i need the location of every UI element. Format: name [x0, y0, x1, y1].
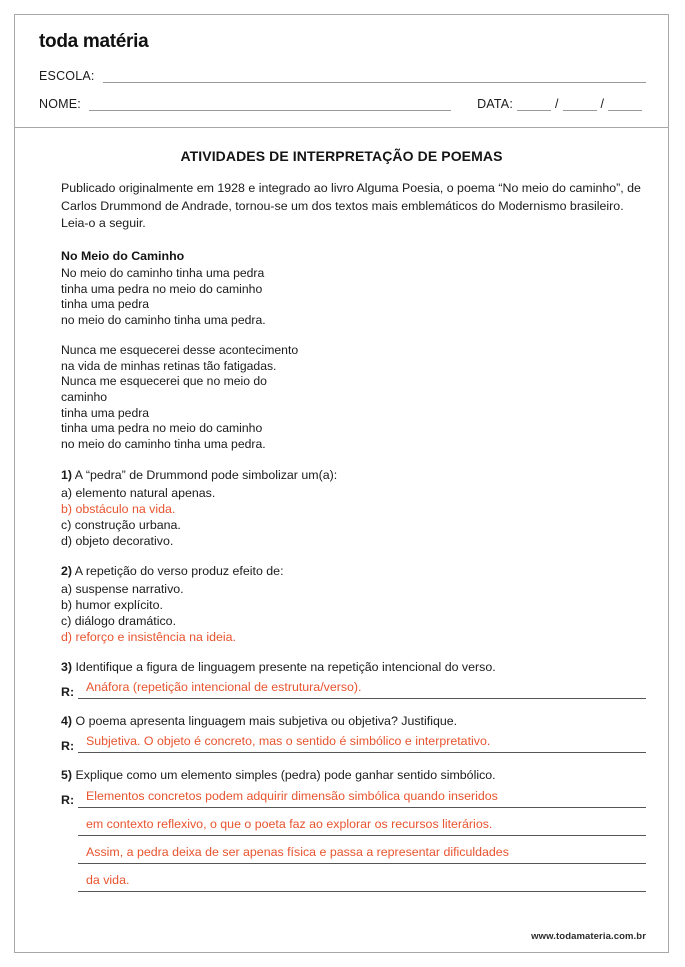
question-1-text: A “pedra” de Drummond pode simbolizar um(a): [74, 467, 338, 482]
worksheet-sheet [14, 14, 669, 953]
poem-stanza-2 [61, 343, 646, 453]
poem-stanza-1 [61, 266, 646, 329]
answer-text: Elementos concretos podem adquirir dimensão simbólica quando inseridos [86, 788, 498, 803]
question-2-number: 2) [61, 564, 73, 579]
question-5-answer-line-3 [61, 843, 646, 864]
escola-field-row [39, 69, 646, 83]
question-1-option-c[interactable]: c) construção urbana. [61, 518, 181, 533]
worksheet-header [15, 15, 668, 128]
escola-label: ESCOLA: [39, 69, 95, 83]
question-5-answer-line-2 [61, 815, 646, 836]
question-4-stem [61, 713, 646, 729]
poem-line: Nunca me esquecerei desse acontecimento [61, 342, 299, 357]
data-month-input[interactable] [563, 100, 597, 111]
question-1-stem [61, 467, 646, 483]
question-2-option-d[interactable]: d) reforço e insistência na ideia. [61, 630, 236, 645]
question-2-option-c[interactable]: c) diálogo dramático. [61, 614, 177, 629]
worksheet-body [15, 128, 668, 892]
answer-text: Assim, a pedra deixa de ser apenas física e passa a representar dificuldades [86, 844, 509, 859]
question-1-option-b[interactable]: b) obstáculo na vida. [61, 502, 176, 517]
question-2 [61, 563, 646, 645]
question-5 [61, 767, 646, 891]
question-3-stem [61, 659, 646, 675]
brand-logo: toda matéria [39, 31, 149, 52]
question-5-stem [61, 767, 646, 783]
answer-input[interactable] [78, 787, 646, 808]
question-1 [61, 467, 646, 549]
answer-input[interactable] [78, 843, 646, 864]
nome-data-field-row [39, 97, 646, 111]
question-3-text: Identifique a figura de linguagem presente na repetição intencional do verso. [75, 660, 496, 675]
question-5-number: 5) [61, 768, 73, 783]
footer-url: www.todamateria.com.br [531, 931, 646, 942]
question-1-number: 1) [61, 467, 73, 482]
nome-input-line[interactable] [89, 100, 451, 111]
data-year-input[interactable] [608, 100, 642, 111]
answer-text: Subjetiva. O objeto é concreto, mas o sentido é simbólico e interpretativo. [86, 734, 491, 749]
answer-text: Anáfora (repetição intencional de estrutura/verso). [86, 680, 362, 695]
question-4 [61, 713, 646, 753]
poem-line: Nunca me esquecerei que no meio do [61, 374, 267, 389]
answer-tag: R: [61, 685, 75, 700]
question-4-number: 4) [61, 714, 73, 729]
intro-paragraph: Publicado originalmente em 1928 e integrado ao livro Alguma Poesia, o poema “No meio do caminho”, de Carlos Drummond de Andrade, tornou-se um dos textos mais emblemáticos do Modernismo brasileiro. Leia-o a seguir. [61, 181, 641, 231]
answer-tag: R: [61, 739, 75, 754]
page-title: ATIVIDADES DE INTERPRETAÇÃO DE POEMAS [180, 148, 503, 164]
question-3-answer-line-1 [61, 678, 646, 699]
question-2-option-b[interactable]: b) humor explícito. [61, 598, 163, 613]
question-4-answer-line-1 [61, 732, 646, 753]
question-2-stem [61, 563, 646, 579]
question-5-answer-line-1 [61, 787, 646, 808]
data-slash-2: / [600, 97, 604, 111]
question-1-option-a[interactable]: a) elemento natural apenas. [61, 486, 216, 501]
poem-line: tinha uma pedra no meio do caminho [61, 421, 263, 436]
answer-input[interactable] [78, 678, 646, 699]
data-slash-1: / [555, 97, 559, 111]
nome-label: NOME: [39, 97, 81, 111]
poem-line: na vida de minhas retinas tão fatigadas. [61, 358, 277, 373]
answer-input[interactable] [78, 732, 646, 753]
escola-input-line[interactable] [103, 72, 646, 83]
data-label: DATA: [477, 97, 514, 111]
question-4-text: O poema apresenta linguagem mais subjetiva ou objetiva? Justifique. [75, 714, 458, 729]
question-5-answer-line-4 [61, 871, 646, 892]
data-field-group [477, 97, 646, 111]
data-day-input[interactable] [517, 100, 551, 111]
answer-input[interactable] [78, 815, 646, 836]
answer-input[interactable] [78, 871, 646, 892]
question-5-text: Explique como um elemento simples (pedra) pode ganhar sentido simbólico. [75, 768, 496, 783]
poem-line: No meio do caminho tinha uma pedra [61, 265, 265, 280]
poem-line: tinha uma pedra no meio do caminho [61, 281, 263, 296]
poem-line: no meio do caminho tinha uma pedra. [61, 313, 266, 328]
poem-line: no meio do caminho tinha uma pedra. [61, 437, 266, 452]
answer-text: da vida. [86, 872, 130, 887]
question-2-option-a[interactable]: a) suspense narrativo. [61, 582, 184, 597]
question-1-option-d[interactable]: d) objeto decorativo. [61, 534, 174, 549]
question-3 [61, 659, 646, 699]
answer-text: em contexto reflexivo, o que o poeta faz ao explorar os recursos literários. [86, 816, 493, 831]
poem-title: No Meio do Caminho [61, 248, 185, 263]
question-3-number: 3) [61, 660, 73, 675]
question-2-text: A repetição do verso produz efeito de: [74, 564, 284, 579]
answer-tag: R: [61, 793, 75, 808]
poem-line: tinha uma pedra [61, 297, 150, 312]
poem-line: tinha uma pedra [61, 405, 150, 420]
poem-line: caminho [61, 389, 108, 404]
